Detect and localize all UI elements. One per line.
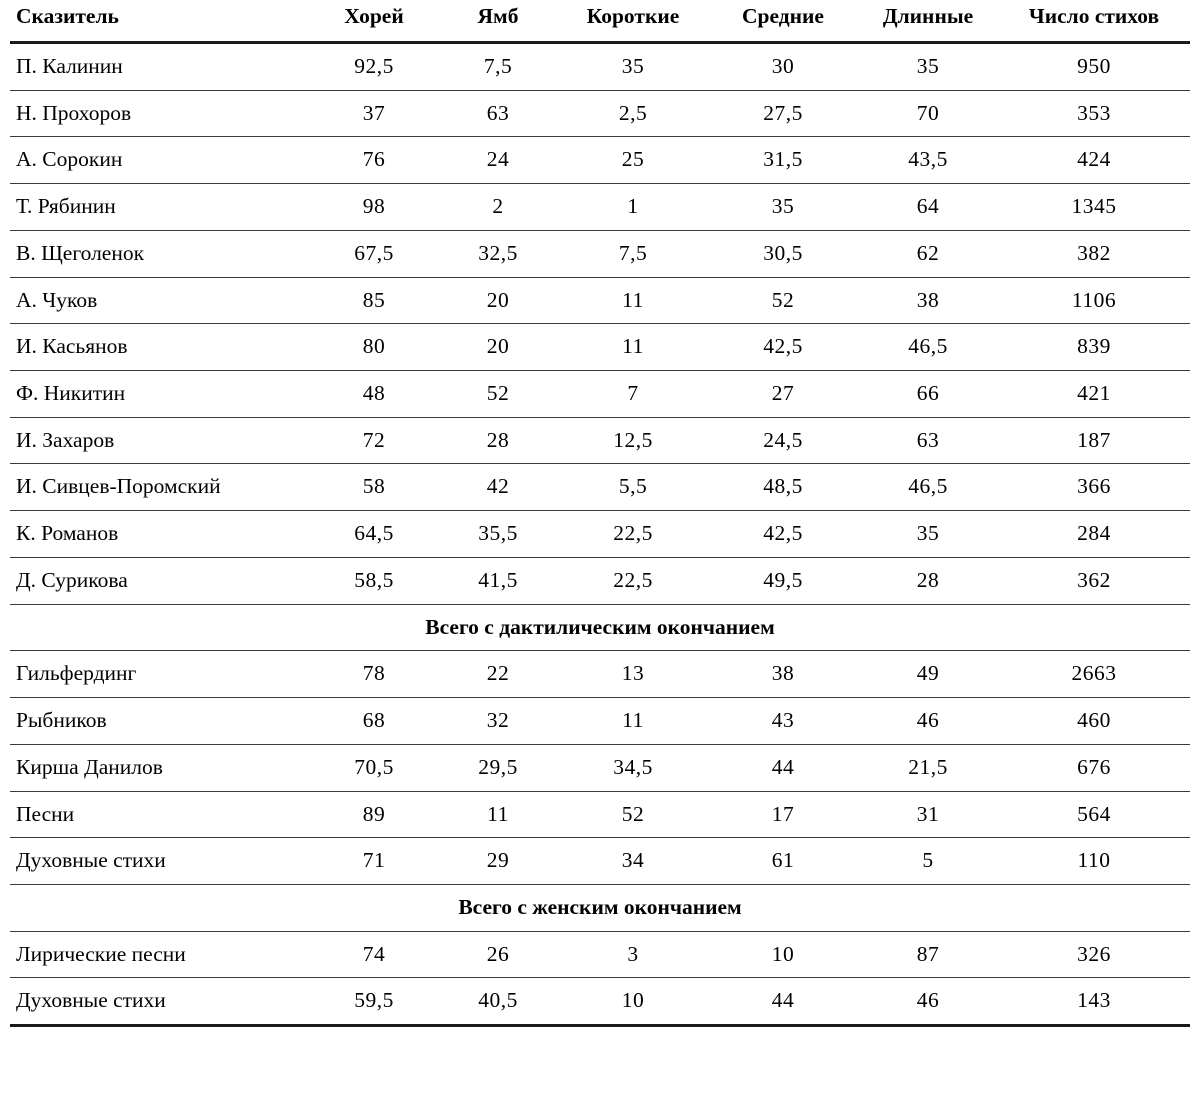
table-row — [10, 43, 1190, 91]
table-section-row — [10, 604, 1190, 651]
cell-horey: 48 — [310, 371, 438, 418]
cell-korotkie: 12,5 — [558, 417, 708, 464]
cell-skazitel: К. Романов — [10, 511, 310, 558]
cell-korotkie: 35 — [558, 43, 708, 91]
cell-yamb: 35,5 — [438, 511, 558, 558]
table-body — [10, 43, 1190, 1026]
cell-korotkie: 13 — [558, 651, 708, 698]
cell-korotkie: 22,5 — [558, 557, 708, 604]
cell-dlinnye: 38 — [858, 277, 998, 324]
cell-horey: 67,5 — [310, 230, 438, 277]
cell-skazitel: И. Захаров — [10, 417, 310, 464]
cell-srednie: 48,5 — [708, 464, 858, 511]
cell-horey: 68 — [310, 698, 438, 745]
cell-srednie: 38 — [708, 651, 858, 698]
cell-horey: 70,5 — [310, 744, 438, 791]
cell-srednie: 31,5 — [708, 137, 858, 184]
cell-korotkie: 7 — [558, 371, 708, 418]
cell-yamb: 24 — [438, 137, 558, 184]
table-row — [10, 791, 1190, 838]
cell-yamb: 26 — [438, 931, 558, 978]
cell-dlinnye: 46,5 — [858, 324, 998, 371]
cell-chislo: 676 — [998, 744, 1190, 791]
cell-yamb: 22 — [438, 651, 558, 698]
cell-chislo: 110 — [998, 838, 1190, 885]
table-row — [10, 698, 1190, 745]
section-label: Всего с дактилическим окончанием — [10, 604, 1190, 651]
cell-horey: 98 — [310, 184, 438, 231]
cell-srednie: 44 — [708, 978, 858, 1026]
cell-yamb: 32,5 — [438, 230, 558, 277]
cell-srednie: 43 — [708, 698, 858, 745]
cell-korotkie: 1 — [558, 184, 708, 231]
cell-chislo: 353 — [998, 90, 1190, 137]
section-label: Всего с женским окончанием — [10, 884, 1190, 931]
cell-korotkie: 52 — [558, 791, 708, 838]
cell-horey: 64,5 — [310, 511, 438, 558]
cell-skazitel: Рыбников — [10, 698, 310, 745]
cell-skazitel: Песни — [10, 791, 310, 838]
table-header-row — [10, 0, 1190, 43]
cell-skazitel: Духовные стихи — [10, 978, 310, 1026]
cell-dlinnye: 66 — [858, 371, 998, 418]
cell-korotkie: 5,5 — [558, 464, 708, 511]
cell-skazitel: А. Сорокин — [10, 137, 310, 184]
cell-dlinnye: 63 — [858, 417, 998, 464]
cell-dlinnye: 49 — [858, 651, 998, 698]
table-row — [10, 324, 1190, 371]
column-header-korotkie: Короткие — [558, 0, 708, 43]
cell-yamb: 63 — [438, 90, 558, 137]
cell-chislo: 564 — [998, 791, 1190, 838]
column-header-yamb: Ямб — [438, 0, 558, 43]
cell-dlinnye: 64 — [858, 184, 998, 231]
table-section-row — [10, 884, 1190, 931]
cell-chislo: 1106 — [998, 277, 1190, 324]
cell-chislo: 424 — [998, 137, 1190, 184]
cell-horey: 80 — [310, 324, 438, 371]
cell-horey: 59,5 — [310, 978, 438, 1026]
cell-korotkie: 22,5 — [558, 511, 708, 558]
cell-yamb: 29,5 — [438, 744, 558, 791]
table-row — [10, 417, 1190, 464]
cell-skazitel: А. Чуков — [10, 277, 310, 324]
cell-dlinnye: 43,5 — [858, 137, 998, 184]
cell-srednie: 35 — [708, 184, 858, 231]
cell-horey: 71 — [310, 838, 438, 885]
table-row — [10, 557, 1190, 604]
cell-korotkie: 11 — [558, 698, 708, 745]
cell-skazitel: Ф. Никитин — [10, 371, 310, 418]
table-row — [10, 931, 1190, 978]
cell-yamb: 2 — [438, 184, 558, 231]
cell-dlinnye: 28 — [858, 557, 998, 604]
cell-skazitel: И. Сивцев-Поромский — [10, 464, 310, 511]
cell-korotkie: 11 — [558, 324, 708, 371]
column-header-srednie: Средние — [708, 0, 858, 43]
cell-dlinnye: 35 — [858, 43, 998, 91]
cell-chislo: 421 — [998, 371, 1190, 418]
cell-skazitel: И. Касьянов — [10, 324, 310, 371]
cell-skazitel: Духовные стихи — [10, 838, 310, 885]
cell-skazitel: Д. Сурикова — [10, 557, 310, 604]
cell-srednie: 61 — [708, 838, 858, 885]
cell-srednie: 30,5 — [708, 230, 858, 277]
cell-srednie: 42,5 — [708, 324, 858, 371]
cell-srednie: 10 — [708, 931, 858, 978]
cell-horey: 89 — [310, 791, 438, 838]
cell-srednie: 27 — [708, 371, 858, 418]
table-row — [10, 230, 1190, 277]
cell-dlinnye: 46 — [858, 698, 998, 745]
cell-korotkie: 25 — [558, 137, 708, 184]
cell-chislo: 326 — [998, 931, 1190, 978]
cell-chislo: 460 — [998, 698, 1190, 745]
cell-chislo: 187 — [998, 417, 1190, 464]
cell-skazitel: Гильфердинг — [10, 651, 310, 698]
cell-dlinnye: 46,5 — [858, 464, 998, 511]
cell-yamb: 29 — [438, 838, 558, 885]
table-row — [10, 371, 1190, 418]
cell-srednie: 24,5 — [708, 417, 858, 464]
cell-dlinnye: 62 — [858, 230, 998, 277]
cell-yamb: 11 — [438, 791, 558, 838]
column-header-horey: Хорей — [310, 0, 438, 43]
table-row — [10, 464, 1190, 511]
cell-srednie: 49,5 — [708, 557, 858, 604]
cell-chislo: 284 — [998, 511, 1190, 558]
table-row — [10, 651, 1190, 698]
cell-dlinnye: 5 — [858, 838, 998, 885]
cell-dlinnye: 87 — [858, 931, 998, 978]
cell-yamb: 28 — [438, 417, 558, 464]
table-row — [10, 277, 1190, 324]
cell-chislo: 2663 — [998, 651, 1190, 698]
cell-horey: 85 — [310, 277, 438, 324]
cell-horey: 78 — [310, 651, 438, 698]
cell-yamb: 52 — [438, 371, 558, 418]
table-row — [10, 838, 1190, 885]
cell-srednie: 30 — [708, 43, 858, 91]
cell-dlinnye: 70 — [858, 90, 998, 137]
cell-chislo: 362 — [998, 557, 1190, 604]
cell-yamb: 20 — [438, 324, 558, 371]
cell-skazitel: Т. Рябинин — [10, 184, 310, 231]
cell-horey: 74 — [310, 931, 438, 978]
cell-dlinnye: 21,5 — [858, 744, 998, 791]
cell-korotkie: 11 — [558, 277, 708, 324]
table-row — [10, 137, 1190, 184]
cell-dlinnye: 46 — [858, 978, 998, 1026]
cell-horey: 58 — [310, 464, 438, 511]
cell-srednie: 52 — [708, 277, 858, 324]
cell-srednie: 42,5 — [708, 511, 858, 558]
cell-skazitel: Лирические песни — [10, 931, 310, 978]
cell-horey: 58,5 — [310, 557, 438, 604]
cell-chislo: 366 — [998, 464, 1190, 511]
cell-skazitel: В. Щеголенок — [10, 230, 310, 277]
cell-chislo: 143 — [998, 978, 1190, 1026]
cell-yamb: 7,5 — [438, 43, 558, 91]
cell-horey: 72 — [310, 417, 438, 464]
cell-srednie: 44 — [708, 744, 858, 791]
column-header-dlinnye: Длинные — [858, 0, 998, 43]
cell-horey: 76 — [310, 137, 438, 184]
table-row — [10, 744, 1190, 791]
cell-yamb: 41,5 — [438, 557, 558, 604]
cell-chislo: 839 — [998, 324, 1190, 371]
cell-chislo: 1345 — [998, 184, 1190, 231]
table-header — [10, 0, 1190, 43]
cell-korotkie: 34 — [558, 838, 708, 885]
cell-dlinnye: 31 — [858, 791, 998, 838]
cell-skazitel: Н. Прохоров — [10, 90, 310, 137]
cell-yamb: 40,5 — [438, 978, 558, 1026]
cell-korotkie: 7,5 — [558, 230, 708, 277]
table-row — [10, 90, 1190, 137]
cell-yamb: 20 — [438, 277, 558, 324]
cell-korotkie: 34,5 — [558, 744, 708, 791]
cell-skazitel: П. Калинин — [10, 43, 310, 91]
cell-skazitel: Кирша Данилов — [10, 744, 310, 791]
cell-srednie: 27,5 — [708, 90, 858, 137]
cell-horey: 37 — [310, 90, 438, 137]
statistics-table — [10, 0, 1190, 1027]
cell-korotkie: 10 — [558, 978, 708, 1026]
cell-yamb: 32 — [438, 698, 558, 745]
table-row — [10, 511, 1190, 558]
cell-korotkie: 3 — [558, 931, 708, 978]
cell-yamb: 42 — [438, 464, 558, 511]
table-row — [10, 184, 1190, 231]
column-header-skazitel: Сказитель — [10, 0, 310, 43]
cell-chislo: 950 — [998, 43, 1190, 91]
cell-horey: 92,5 — [310, 43, 438, 91]
column-header-chislo-stihov: Число стихов — [998, 0, 1190, 43]
cell-chislo: 382 — [998, 230, 1190, 277]
cell-dlinnye: 35 — [858, 511, 998, 558]
cell-korotkie: 2,5 — [558, 90, 708, 137]
cell-srednie: 17 — [708, 791, 858, 838]
table-row — [10, 978, 1190, 1026]
